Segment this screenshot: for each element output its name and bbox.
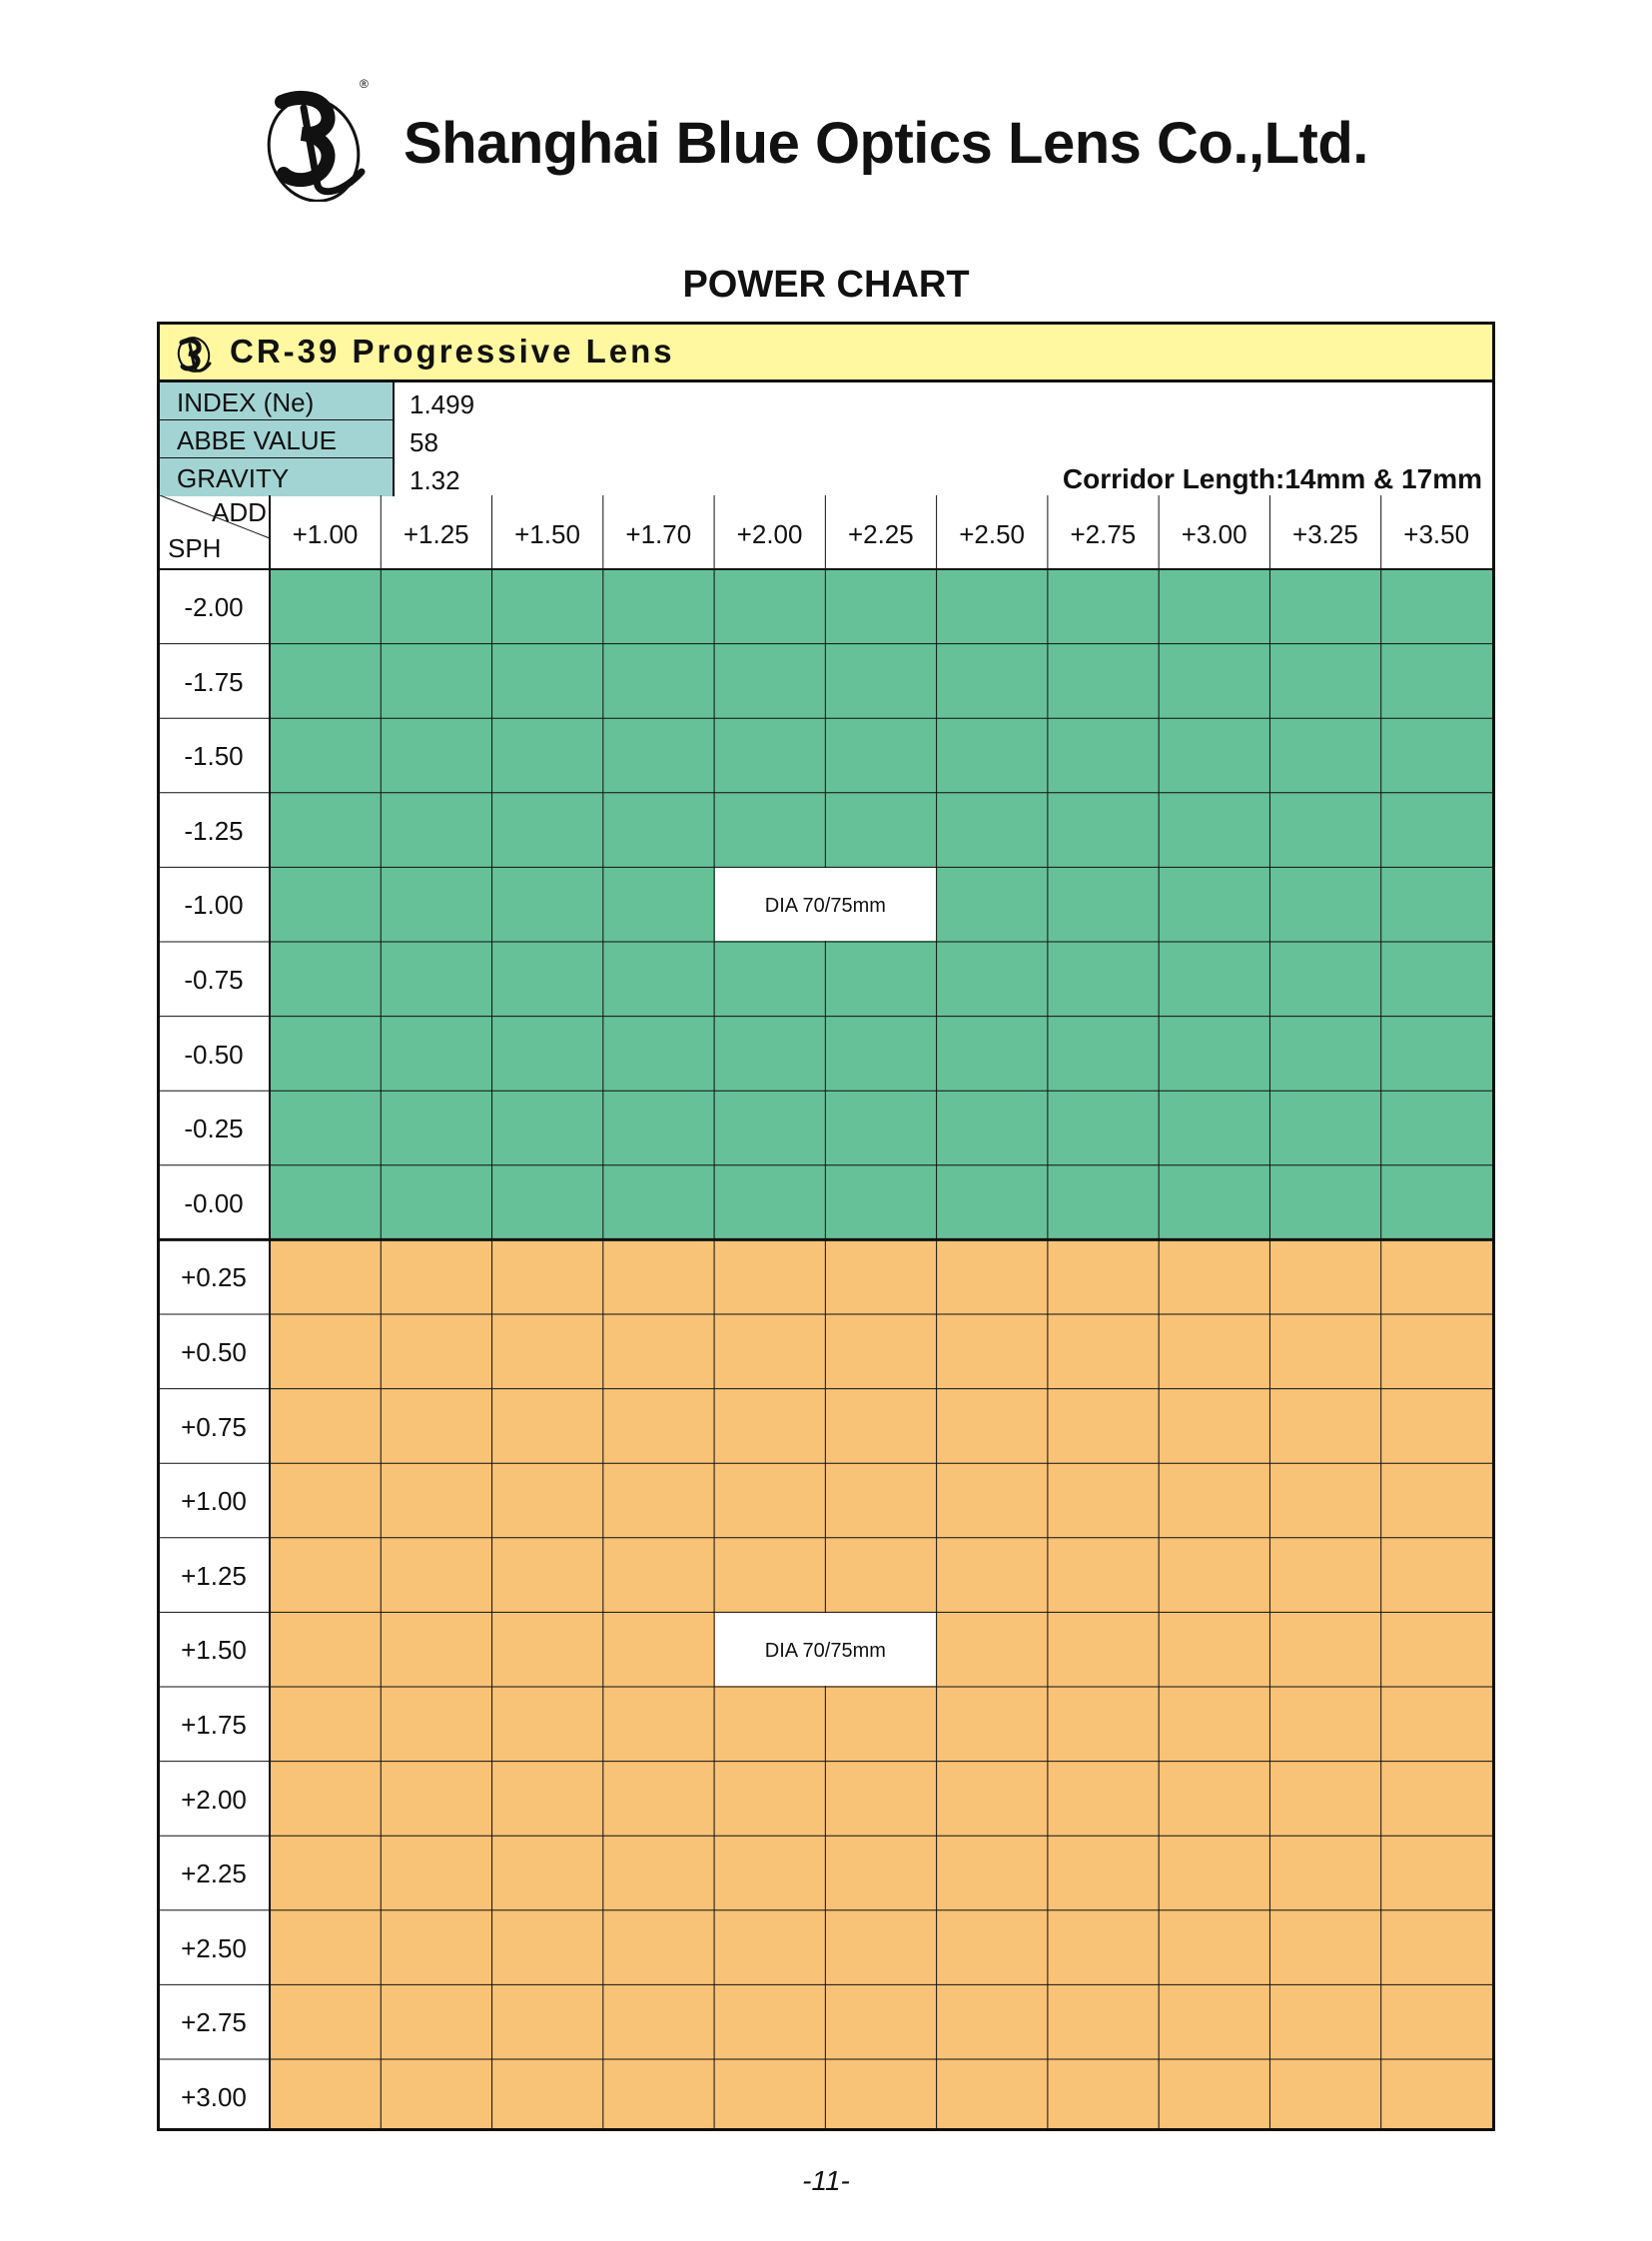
sph-row-label: -0.50 [184,1039,244,1070]
registered-mark: ® [360,77,369,91]
product-name: CR-39 Progressive Lens [230,333,675,370]
power-chart [157,322,1495,2131]
power-grid [160,495,1492,2128]
add-column-header: +2.75 [1070,519,1137,549]
spec-value: 1.499 [410,389,475,419]
sph-row-label: +2.75 [181,2007,247,2038]
sph-row-label: +0.25 [181,1262,247,1293]
product-logo-icon [174,333,214,373]
sph-row-label: -0.75 [184,965,244,995]
spec-row-abbe [160,420,1492,458]
sph-row-label: +2.25 [181,1859,247,1889]
add-column-header: +3.25 [1292,519,1358,549]
sph-row-label: +0.50 [181,1337,247,1367]
add-column-header: +2.50 [959,519,1025,549]
sph-row-label: -1.50 [184,741,244,772]
company-logo-icon [262,74,382,202]
sph-row-label: -0.00 [184,1187,244,1218]
dia-plus-label: DIA 70/75mm [715,1613,936,1686]
sph-row-label: +1.50 [181,1635,247,1666]
page-header [262,62,1390,202]
spec-row-gravity [160,458,1492,496]
corner-add-label: ADD [212,497,267,527]
corner-sph-label: SPH [168,533,222,563]
spec-label: GRAVITY [160,458,395,496]
sph-row-label: +1.75 [181,1710,247,1740]
product-bar [160,325,1492,382]
spec-label: ABBE VALUE [160,420,395,458]
sph-row-label: +0.75 [181,1411,247,1442]
sph-row-label: -0.25 [184,1114,244,1144]
sph-row-label: -1.75 [184,666,244,697]
spec-value: 58 [410,427,438,457]
add-column-header: +1.25 [403,519,469,549]
sph-row-label: -1.00 [184,890,244,921]
sph-row-label: +1.00 [181,1486,247,1517]
spec-value: 1.32 [410,465,460,495]
add-column-header: +2.00 [736,519,803,549]
power-grid-lines [160,495,1492,2128]
page-number: -11- [802,2165,850,2196]
sph-row-label: +2.50 [181,1932,247,1963]
add-column-header: +1.00 [292,519,359,549]
add-column-header: +2.25 [847,519,914,549]
add-column-header: +1.50 [514,519,580,549]
spec-row-index [160,382,1492,420]
dia-minus-label: DIA 70/75mm [715,868,936,941]
add-column-header: +3.00 [1181,519,1247,549]
add-column-header: +3.50 [1403,519,1470,549]
sph-row-label: +3.00 [181,2082,247,2112]
company-name: Shanghai Blue Optics Lens Co.,Ltd. [404,111,1368,176]
spec-label: INDEX (Ne) [160,382,395,420]
sph-row-label: -2.00 [184,592,244,622]
sph-row-label: -1.25 [184,815,244,846]
page-title: POWER CHART [682,264,970,306]
sph-row-label: +1.25 [181,1560,247,1591]
sph-row-label: +2.00 [181,1784,247,1815]
corridor-length: Corridor Length:14mm & 17mm [1062,463,1482,494]
add-column-header: +1.70 [625,519,692,549]
